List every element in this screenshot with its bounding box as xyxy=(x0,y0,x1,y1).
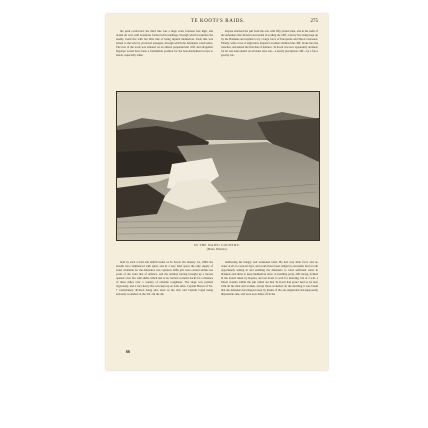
paragraph: Ropata attacked the pah from the rear with fifty picked men, and in the teeth of the defenders this division succeeded in scaling the cliff, a heavy fire being kept up by the Hauhaus and replied to by a large force of Europeans and Maori overseers. Finally, with a loss of eight men, Ropata's stormers climbed the cliff, broke into the trenches, and seized the first line of defence. Te Kooti was now apparently doomed, for he was surrounded on all sides save one—a nearly precipitous cliff—by a force greatly out- xyxy=(221,29,318,58)
book-page xyxy=(106,14,328,370)
paragraph: held by such a bold and skilful leader as Te Kooti. On January 1st, 1869, the assault was commenced with spirit, and in a very brief space the only supply of water available for the defenders was captured. Rifle pits were carried within one yards of the outer line of defence, and the artillery having brought up a mortar opened a hot fire with shells which had to be carried on men's backs for a distance of three miles over a country of extreme roughness. The siege was pressed vigorously, and a very heavy fire was kept up on both sides. Captain Brown of No. 7 constabulary division being shot dead on the 2nd, and Captain Capel being seriously wounded on the 3rd. On the 4th xyxy=(116,260,213,297)
figure-caption: IN THE WAIPU COUNTRY. xyxy=(194,243,240,247)
running-title: TE KOOTI'S RAIDS. xyxy=(190,19,246,24)
text-column-top-left xyxy=(116,29,213,87)
engraving-waterfall-illustration xyxy=(116,91,320,241)
text-column-bottom-right xyxy=(221,260,318,345)
paragraph: the peak contracted; the third line was a huge work fourteen feet high, and dotted all over with loopholes formed with sandbags, through which loopholes the enemy could fire with but little risk of being injured themselves. Each line was joined to the next by protected passages, through which the defenders could retire. The rear of the work was situated on an almost perpendicular cliff, and altogether Ngatapa would have been a formidable position for the best-disciplined troops to attack, especially when xyxy=(116,29,213,58)
text-column-bottom-left xyxy=(116,260,213,345)
text-column-top-right xyxy=(221,29,318,87)
printer-signature: 66 xyxy=(126,349,130,354)
page-header xyxy=(116,19,320,27)
photo-credit: (Photo. Wharton.) xyxy=(206,248,228,251)
paragraph: numbering his hungry and weakened band. He had very little food, and no water at all, for several days, and would have been obliged to surrender but for rain opportunely setting in and enabling the defenders to catch sufficient water in blankets and shirts to keep themselves alive. A storming party, 200 strong, formed in the trench taken by Ropata, and sat down to wait for morning, but at 2 a.m. a Maori woman within the pah called out that Te Kooti had gone! And so he had, with all his men and women, except those wounded. In the morning it was found that the defenders had slipped away by means of the one unguarded and supposedly impassable side, and were now miles off in the xyxy=(221,260,318,297)
page-number: 275 xyxy=(310,19,318,24)
